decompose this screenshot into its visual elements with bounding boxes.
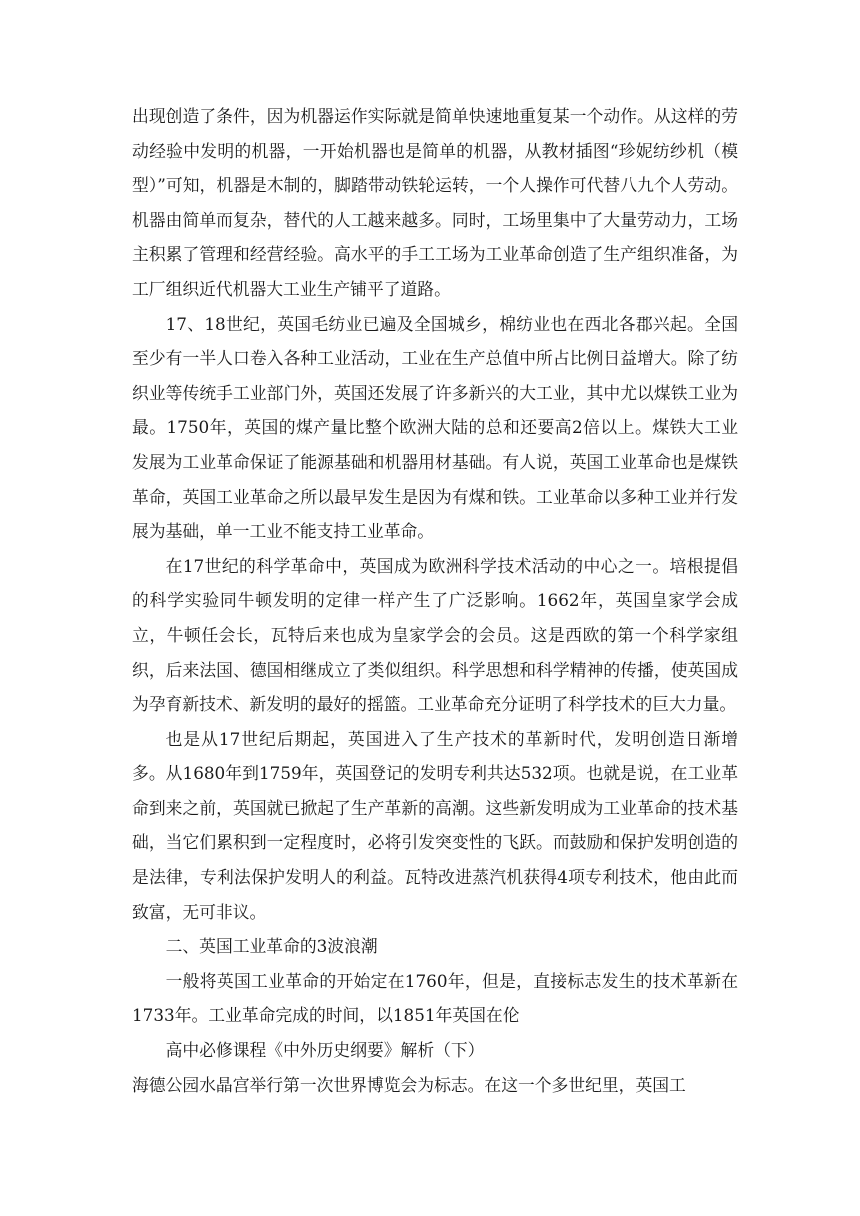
paragraph-3: 在17世纪的科学革命中，英国成为欧洲科学技术活动的中心之一。培根提倡的科学实验同牛顿发明的定律一样产生了广泛影响。1662年，英国皇家学会成立，牛顿任会长，瓦特后来也成为皇家学会的会员。这是西欧的第一个科学家组织，后来法国、德国相继成立了类似组织。科学思想和科学精神的传播，使英国成为孕育新技术、新发明的最好的摇篮。工业革命充分证明了科学技术的巨大力量。 [132,555,738,715]
paragraph-6: 海德公园水晶宫举行第一次世界博览会为标志。在这一个多世纪里，英国工 [132,1074,686,1095]
section-heading: 二、英国工业革命的3波浪潮 [165,936,378,957]
paragraph-1: 出现创造了条件，因为机器运作实际就是简单快速地重复某一个动作。从这样的劳动经验中发明的机器，一开始机器也是简单的机器，从教材插图“珍妮纺纱机（模型）”可知，机器是木制的，脚踏带动铁轮运转，一个人操作可代替八九个人劳动。机器由简单而复杂，替代的人工越来越多。同时，工场里集中了大量劳动力，工场主积累了管理和经营经验。高水平的手工工场为工业革命创造了生产组织准备，为工厂组织近代机器大工业生产铺平了道路。 [132,106,738,299]
running-header: 高中必修课程《中外历史纲要》解析（下） [165,1040,485,1061]
paragraph-4: 也是从17世纪后期起，英国进入了生产技术的革新时代，发明创造日渐增多。从1680年到1759年，英国登记的发明专利共达532项。也就是说，在工业革命到来之前，英国就已掀起了生产革新的高潮。这些新发明成为工业革命的技术基础，当它们累积到一定程度时，必将引发突变性的飞跃。而鼓励和保护发明创造的是法律，专利法保护发明人的利益。瓦特改进蒸汽机获得4项专利技术，他由此而致富，无可非议。 [132,728,738,922]
paragraph-5: 一般将英国工业革命的开始定在1760年，但是，直接标志发生的技术革新在1733年。工业革命完成的时间，以1851年英国在伦 [132,970,738,1026]
document-body [132,99,738,1102]
paragraph-2: 17、18世纪，英国毛纺业已遍及全国城乡，棉纺业也在西北各郡兴起。全国至少有一半人口卷入各种工业活动，工业在生产总值中所占比例日益增大。除了纺织业等传统手工业部门外，英国还发展了许多新兴的大工业，其中尤以煤铁工业为最。1750年，英国的煤产量比整个欧洲大陆的总和还要高2倍以上。煤铁大工业发展为工业革命保证了能源基础和机器用材基础。有人说，英国工业革命也是煤铁革命，英国工业革命之所以最早发生是因为有煤和铁。工业革命以多种工业并行发展为基础，单一工业不能支持工业革命。 [132,313,738,542]
